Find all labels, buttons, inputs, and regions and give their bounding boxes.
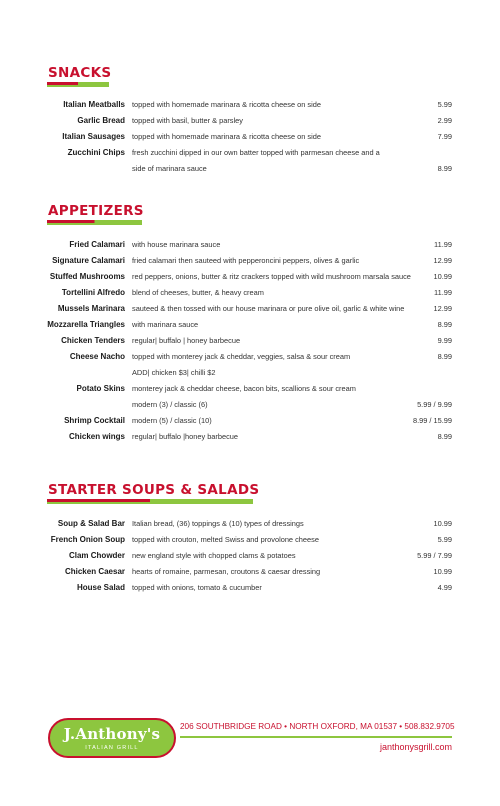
item-description: sauteed & then tossed with our house marinara or pure olive oil, garlic & white wine bbox=[132, 304, 405, 313]
menu-item bbox=[0, 580, 500, 596]
menu-item bbox=[0, 397, 500, 413]
menu-item bbox=[0, 269, 500, 285]
item-name: French Onion Soup bbox=[50, 535, 125, 544]
item-description: blend of cheeses, butter, & heavy cream bbox=[132, 288, 264, 297]
item-price: 8.99 bbox=[437, 320, 452, 329]
menu-item bbox=[0, 317, 500, 333]
item-name: Signature Calamari bbox=[52, 256, 125, 265]
logo bbox=[48, 718, 176, 758]
menu-item bbox=[0, 548, 500, 564]
footer-website-link[interactable]: janthonysgrill.com bbox=[379, 742, 452, 752]
item-price: 10.99 bbox=[433, 567, 452, 576]
item-price: 8.99 bbox=[437, 164, 452, 173]
item-price: 8.99 bbox=[437, 432, 452, 441]
item-price: 8.99 / 15.99 bbox=[412, 416, 452, 425]
item-description: topped with homemade marinara & ricotta cheese on side bbox=[132, 132, 321, 141]
item-description: topped with basil, butter & parsley bbox=[132, 116, 243, 125]
section-underline bbox=[47, 82, 109, 85]
menu-item bbox=[0, 161, 500, 177]
menu-item bbox=[0, 532, 500, 548]
item-name: Chicken Tenders bbox=[61, 336, 125, 345]
item-price: 7.99 bbox=[437, 132, 452, 141]
item-price: 8.99 bbox=[437, 352, 452, 361]
menu-item bbox=[0, 145, 500, 161]
item-name: Shrimp Cocktail bbox=[64, 416, 125, 425]
item-description: hearts of romaine, parmesan, croutons & caesar dressing bbox=[132, 567, 321, 576]
section-title: STARTER SOUPS & SALADS bbox=[48, 482, 260, 498]
section-snacks bbox=[0, 65, 500, 173]
menu-item bbox=[0, 429, 500, 445]
item-price: 2.99 bbox=[437, 116, 452, 125]
menu-item bbox=[0, 333, 500, 349]
item-name: Zucchini Chips bbox=[67, 148, 125, 157]
menu-item bbox=[0, 381, 500, 397]
menu-item bbox=[0, 516, 500, 532]
item-price: 5.99 / 9.99 bbox=[417, 400, 452, 409]
menu-item bbox=[0, 253, 500, 269]
item-description: Italian bread, (36) toppings & (10) types of dressings bbox=[132, 519, 304, 528]
menu-item bbox=[0, 113, 500, 129]
menu-item bbox=[0, 349, 500, 365]
item-name: House Salad bbox=[76, 583, 125, 592]
menu-item bbox=[0, 564, 500, 580]
footer bbox=[0, 714, 500, 764]
item-description: new england style with chopped clams & potatoes bbox=[132, 551, 296, 560]
menu-item bbox=[0, 301, 500, 317]
section-underline bbox=[47, 220, 142, 223]
item-description: with marinara sauce bbox=[132, 320, 199, 329]
item-description: regular| buffalo |honey barbecue bbox=[132, 432, 239, 441]
menu-item bbox=[0, 237, 500, 253]
item-price: 5.99 bbox=[437, 535, 452, 544]
menu-item bbox=[0, 413, 500, 429]
item-price: 11.99 bbox=[434, 240, 452, 249]
footer-address: 206 SOUTHBRIDGE ROAD • NORTH OXFORD, MA 01537 • 508.832.9705 bbox=[180, 722, 455, 731]
item-description: red peppers, onions, butter & ritz crackers topped with wild mushroom marsala sauce bbox=[132, 272, 411, 281]
logo-text: J.Anthony's bbox=[63, 725, 161, 743]
section-appetizers bbox=[0, 203, 500, 441]
item-description: topped with monterey jack & cheddar, veggies, salsa & sour cream bbox=[132, 352, 351, 361]
item-name: Italian Meatballs bbox=[63, 100, 125, 109]
section-soups-salads bbox=[0, 482, 500, 592]
item-description: with house marinara sauce bbox=[132, 240, 221, 249]
item-description: fresh zucchini dipped in our own batter topped with parmesan cheese and a bbox=[132, 148, 380, 157]
item-description: modern (5) / classic (10) bbox=[132, 416, 212, 425]
item-price: 10.99 bbox=[433, 519, 452, 528]
item-name: Soup & Salad Bar bbox=[57, 519, 125, 528]
item-price: 4.99 bbox=[437, 583, 452, 592]
item-price: 12.99 bbox=[433, 304, 452, 313]
item-price: 5.99 bbox=[437, 100, 452, 109]
item-name: Mussels Marinara bbox=[57, 304, 125, 313]
item-name: Cheese Nacho bbox=[69, 352, 125, 361]
section-title: SNACKS bbox=[48, 65, 112, 81]
item-price: 9.99 bbox=[437, 336, 452, 345]
item-description: topped with crouton, melted Swiss and provolone cheese bbox=[132, 535, 319, 544]
item-name: Italian Sausages bbox=[62, 132, 125, 141]
item-description: topped with homemade marinara & ricotta cheese on side bbox=[132, 100, 321, 109]
item-price: 12.99 bbox=[433, 256, 452, 265]
item-description: regular| buffalo | honey barbecue bbox=[132, 336, 241, 345]
section-title: APPETIZERS bbox=[48, 203, 144, 219]
item-description: monterey jack & cheddar cheese, bacon bits, scallions & sour cream bbox=[132, 384, 356, 393]
item-name: Tortellini Alfredo bbox=[61, 288, 125, 297]
menu-item bbox=[0, 97, 500, 113]
item-name: Fried Calamari bbox=[69, 240, 125, 249]
item-description: fried calamari then sauteed with pepperoncini peppers, olives & garlic bbox=[132, 256, 360, 265]
item-name: Chicken Caesar bbox=[64, 567, 125, 576]
item-name: Potato Skins bbox=[76, 384, 125, 393]
menu-item bbox=[0, 365, 500, 381]
menu-item bbox=[0, 129, 500, 145]
menu-item bbox=[0, 285, 500, 301]
section-underline bbox=[47, 499, 253, 502]
item-price: 5.99 / 7.99 bbox=[417, 551, 452, 560]
item-name: Mozzarella Triangles bbox=[47, 320, 125, 329]
footer-divider bbox=[180, 736, 452, 738]
item-description: topped with onions, tomato & cucumber bbox=[132, 583, 262, 592]
item-description: modern (3) / classic (6) bbox=[132, 400, 208, 409]
logo-subtitle: ITALIAN GRILL bbox=[85, 745, 139, 751]
item-price: 11.99 bbox=[434, 288, 452, 297]
item-name: Chicken wings bbox=[68, 432, 125, 441]
item-name: Garlic Bread bbox=[77, 116, 125, 125]
item-name: Stuffed Mushrooms bbox=[49, 272, 125, 281]
item-description: ADD| chicken $3| chilli $2 bbox=[132, 368, 216, 377]
item-name: Clam Chowder bbox=[68, 551, 125, 560]
item-description: side of marinara sauce bbox=[132, 164, 207, 173]
item-price: 10.99 bbox=[433, 272, 452, 281]
